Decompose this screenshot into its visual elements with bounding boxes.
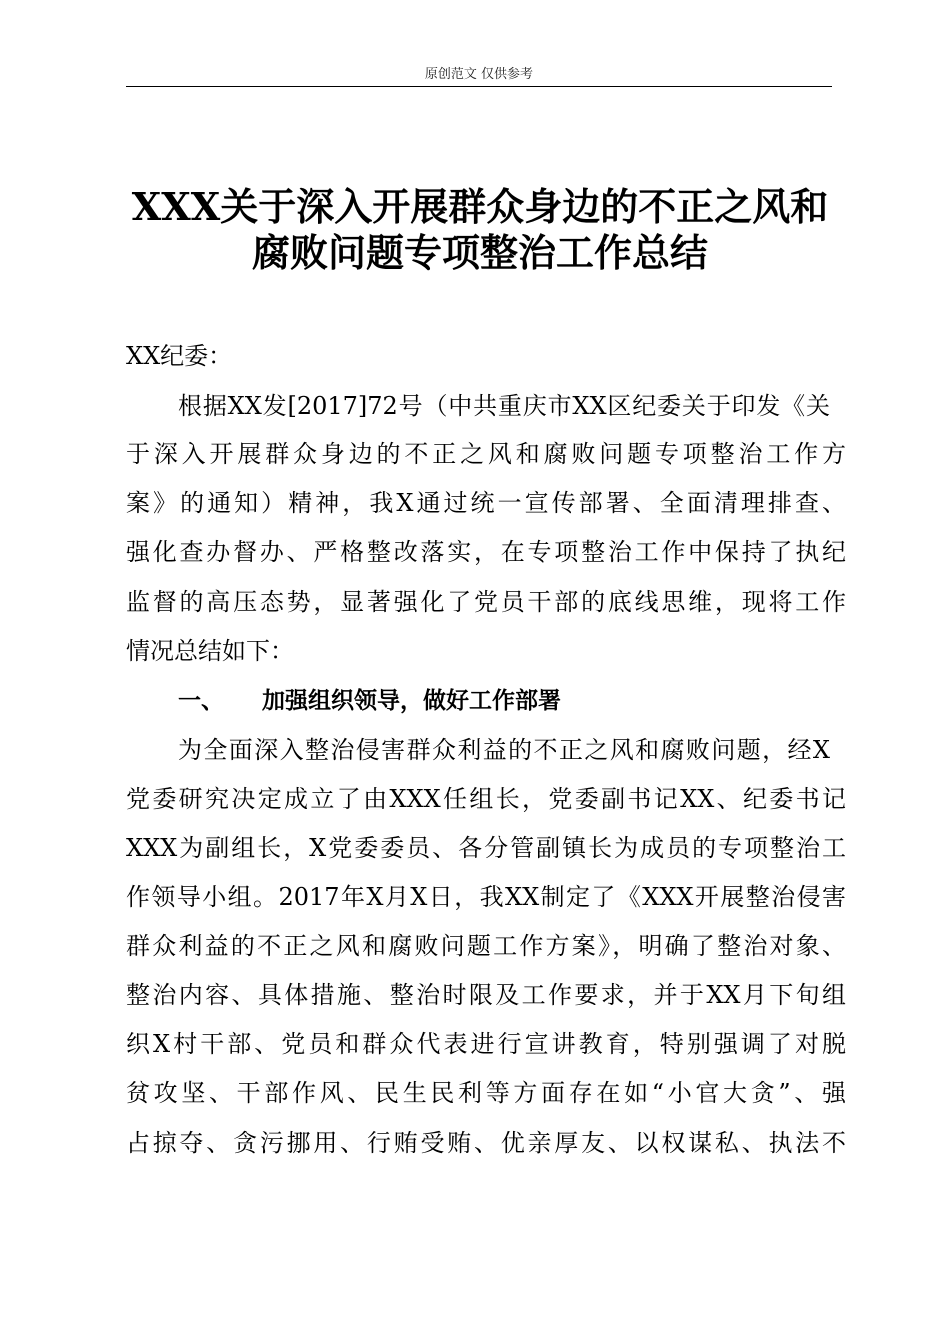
section-heading-1 xyxy=(178,684,561,718)
paragraph-2-line: 占掠夺、贪污挪用、行贿受贿、优亲厚友、以权谋私、执法不 xyxy=(126,1129,846,1157)
paragraph-2-line: 贫攻坚、干部作风、民生民利等方面存在如“小官大贪”、强 xyxy=(126,1079,846,1107)
paragraph-2-line: 整治内容、具体措施、整治时限及工作要求，并于XX月下旬组 xyxy=(126,981,846,1009)
section-number: 一、 xyxy=(178,688,224,714)
paragraph-2-line: 织X村干部、党员和群众代表进行宣讲教育，特别强调了对脱 xyxy=(126,1030,846,1058)
paragraph-1-line: 强化查办督办、严格整改落实，在专项整治工作中保持了执纪 xyxy=(126,538,846,566)
page-header: 原创范文 仅供参考 xyxy=(126,64,832,87)
paragraph-2-line: XXX为副组长，X党委委员、各分管副镇长为成员的专项整治工 xyxy=(126,834,846,862)
paragraph-1-line: 情况总结如下： xyxy=(126,637,294,665)
paragraph-1-line: 根据XX发[2017]72号（中共重庆市XX区纪委关于印发《关 xyxy=(178,392,830,420)
salutation: XX纪委： xyxy=(126,342,233,370)
paragraph-2-line: 群众利益的不正之风和腐败问题工作方案》，明确了整治对象、 xyxy=(126,932,846,960)
paragraph-2-line: 为全面深入整治侵害群众利益的不正之风和腐败问题，经X xyxy=(178,736,830,764)
document-title-line-2: 腐败问题专项整治工作总结 xyxy=(251,230,708,275)
paragraph-2-line: 作领导小组。2017年X月X日，我XX制定了《XXX开展整治侵害 xyxy=(126,883,846,911)
paragraph-1-line: 监督的高压态势，显著强化了党员干部的底线思维，现将工作 xyxy=(126,588,846,616)
document-title-line-1: XXX关于深入开展群众身边的不正之风和 xyxy=(131,184,829,229)
paragraph-1-line: 于深入开展群众身边的不正之风和腐败问题专项整治工作方 xyxy=(126,440,846,468)
paragraph-2-line: 党委研究决定成立了由XXX任组长，党委副书记XX、纪委书记 xyxy=(126,785,846,813)
paragraph-1-line: 案》的通知）精神，我X通过统一宣传部署、全面清理排查、 xyxy=(126,489,846,517)
section-heading-text: 加强组织领导，做好工作部署 xyxy=(262,688,561,714)
